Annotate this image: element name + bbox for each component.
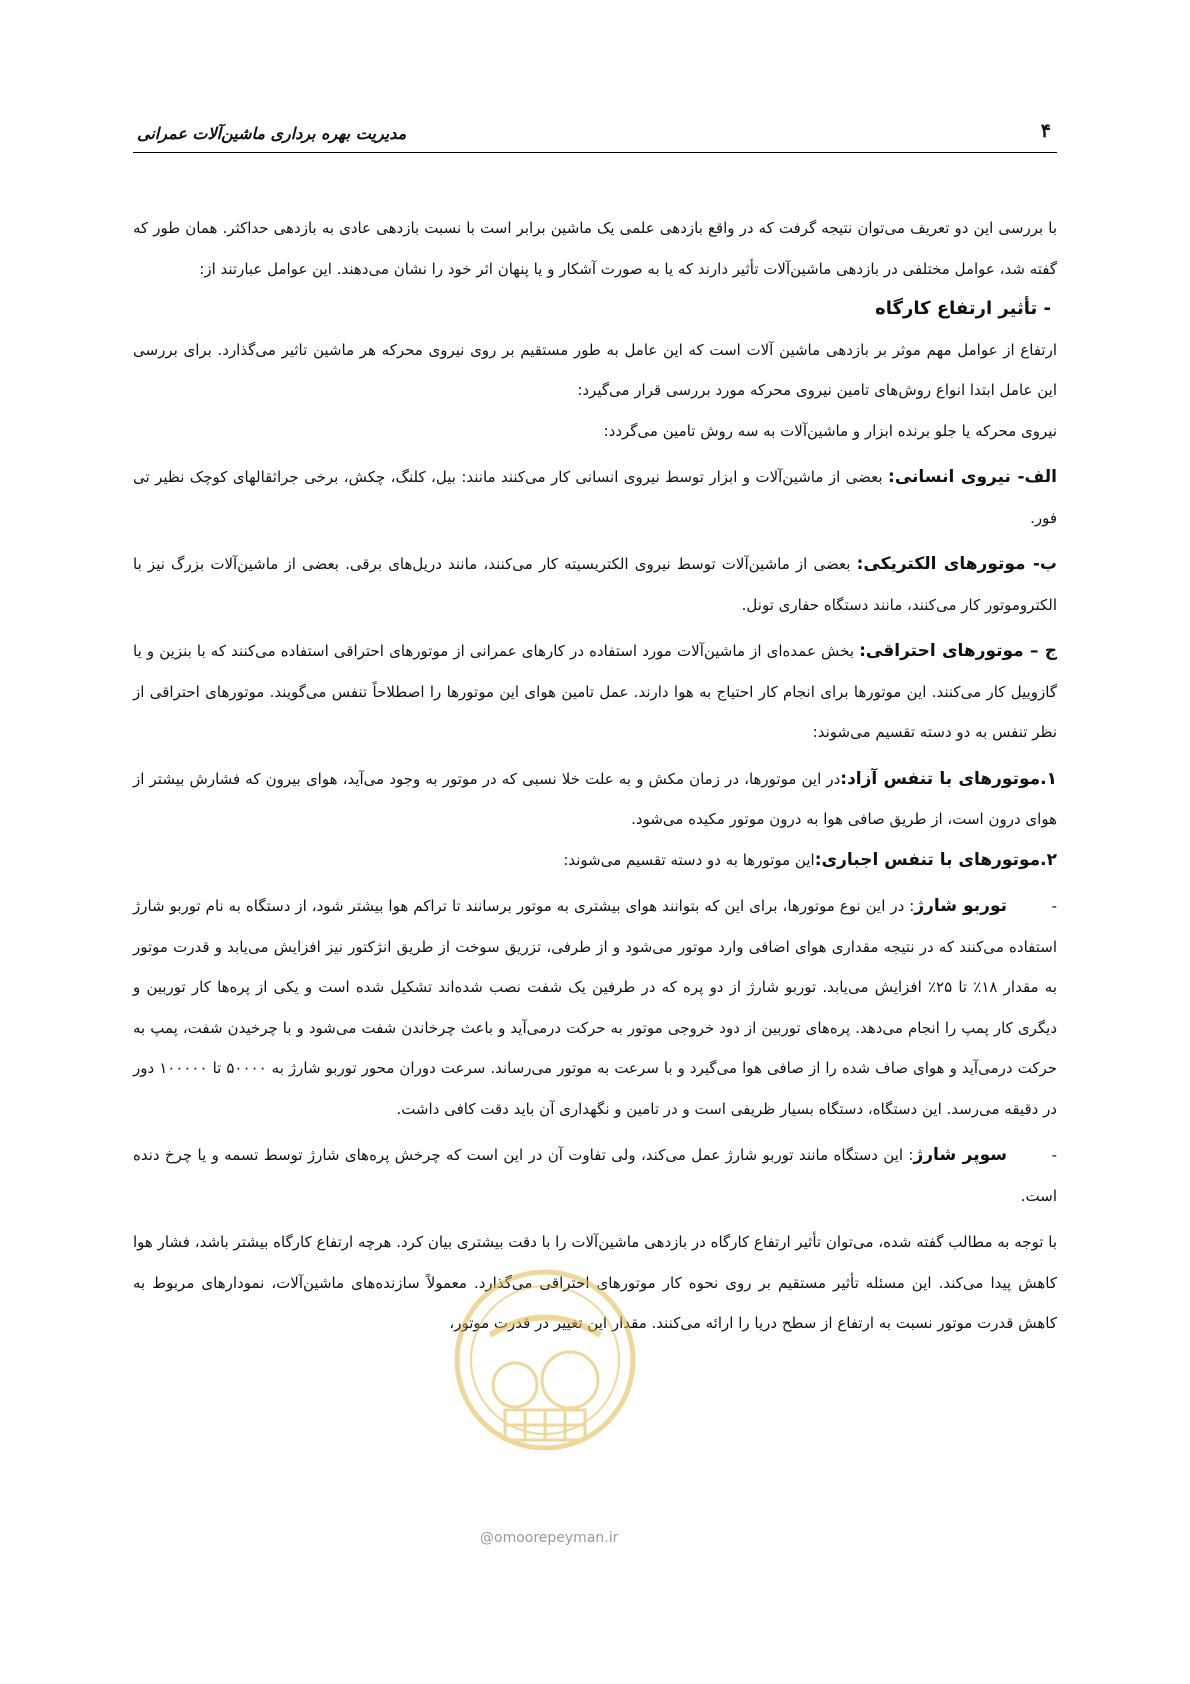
paragraph-natural-aspiration: ۱.موتورهای با تنفس آزاد:در این موتورها، در زمان مکش و به علت خلا نسبی که در موتور به وجود می‌آید، هوای بیرون که فشارش بیشتر از هوای درون است، از طریق صافی هوا به درون موتور مکیده می‌شود. — [133, 768, 1057, 828]
lead-term: سوپر شارژ — [913, 1145, 1007, 1165]
paragraph: ارتفاع از عوامل مهم موثر بر بازدهی ماشین آلات است که این عامل به طور مستقیم بر روی نیروی محرکه هر ماشین تاثیر می‌گذارد. برای بررسی این عامل ابتدا انواع روش‌های تامین نیروی محرکه مورد بررسی قرار می‌گیرد: — [133, 340, 1057, 399]
paragraph: نیروی محرکه یا جلو برنده ابزار و ماشین‌آلات به سه روش تامین می‌گردد: — [603, 421, 1057, 440]
section-heading: - تأثیر ارتفاع کارگاه — [875, 298, 1051, 319]
dash-bullet: - — [1051, 897, 1058, 915]
paragraph-intro: با بررسی این دو تعریف می‌توان نتیجه گرفت که در واقع بازدهی علمی یک ماشین برابر است با نسبت بازدهی عادی به بازدهی حداکثر. همان طور که گفته شد، عوامل مختلفی در بازدهی ماشین‌آلات تأثیر دارند که یا به صورت آشکار و یا پنهان اثر خود را نشان می‌دهند. این عوامل عبارتند از: — [133, 219, 1057, 278]
watermark-url: @omoorepeyman.ir — [480, 1530, 619, 1546]
paragraph-human-power: الف- نیروی انسانی: بعضی از ماشین‌آلات و ابزار توسط نیروی انسانی کار می‌کنند مانند: بیل، کلنگ، چکش، برخی جراثقالهای کوچک نظیر تی فور. — [133, 467, 1057, 527]
lead-term: ۲.موتورهای با تنفس اجباری: — [814, 849, 1057, 870]
lead-term: ب- موتورهای الکتریکی: — [856, 554, 1057, 574]
paragraph-supercharger: -سوپر شارژ: این دستگاه مانند توربو شارژ عمل می‌کند، ولی تفاوت آن در این است که چرخش پره‌های شارژ توسط تسمه و یا چرخ دنده است. — [133, 1135, 1057, 1216]
body-text — [133, 208, 1057, 1344]
paragraph-forced-aspiration: ۲.موتورهای با تنفس اجباری:این موتورها به دو دسته تقسیم می‌شوند: — [563, 849, 1057, 870]
dash-bullet: - — [1051, 1146, 1057, 1164]
lead-term: توربو شارژ — [914, 896, 1008, 916]
page-header — [133, 118, 1057, 153]
lead-term: ۱.موتورهای با تنفس آزاد: — [840, 768, 1057, 789]
page-number: ۴ — [1040, 120, 1051, 142]
paragraph-turbocharger: -توربو شارژ: در این نوع موتورها، برای این که بتوانند هوای بیشتری به موتور برسانند تا تراکم هوا بیشتر شود، از دستگاه به نام توربو شارژ استفاده می‌کنند که در نتیجه مقداری هوای اضافی وارد موتور می‌شود و از طرفی، تزریق سوخت از طریق انژکتور نیز افزایش می‌یابد و قدرت موتور به مقدار ۱۸٪ تا ۲۵٪ افزایش می‌یابد. توربو شارژ از دو پره که در طرفین یک شفت نصب شده‌اند تشکیل شده است و یکی از پره‌ها کار توربین و دیگری کار پمپ را انجام می‌دهد. پره‌های توربین از دود خروجی موتور به حرکت درمی‌آید و باعث چرخاندن شفت می‌شود و با چرخیدن شفت، پمپ به حرکت درمی‌آید و هوای صاف شده را از صافی هوا می‌گیرد و با سرعت به موتور می‌رساند. سرعت دوران محور توربو شارژ به ۵۰۰۰۰ تا ۱۰۰۰۰۰ دور در دقیقه می‌رسد. این دستگاه، دستگاه بسیار ظریفی است و در تامین و نگهداری آن باید دقت کافی داشت. — [133, 886, 1057, 1129]
paragraph-electric-motors: ب- موتورهای الکتریکی: بعضی از ماشین‌آلات توسط نیروی الکتریسیته کار می‌کنند، مانند دریل‌های برقی. بعضی از ماشین‌آلات بزرگ نیز با الکتروموتور کار می‌کنند، مانند دستگاه حفاری تونل. — [133, 554, 1057, 614]
paragraph-conclusion: با توجه به مطالب گفته شده، می‌توان تأثیر ارتفاع کارگاه در بازدهی ماشین‌آلات را با دقت بیشتری بیان کرد. هرچه ارتفاع کارگاه بیشتر باشد، فشار هوا کاهش پیدا می‌کند. این مسئله تأثیر مستقیم بر روی نحوه کار موتورهای احتراقی می‌گذارد. معمولاً سازنده‌های ماشین‌آلات، نمودارهای مربوط به کاهش قدرت موتور نسبت به ارتفاع از سطح دریا را ارائه می‌کنند. مقدار این تغییر در قدرت موتور، — [133, 1233, 1057, 1332]
paragraph-combustion-engines: ج – موتورهای احتراقی: بخش عمده‌ای از ماشین‌آلات مورد استفاده در کارهای عمرانی از موتورهای احتراقی استفاده می‌کنند که با بنزین و یا گازوییل کار می‌کنند. این موتورها برای انجام کار احتیاج به هوا دارند. عمل تامین هوای این موتورها را اصطلاحاً تنفس می‌گویند. موتورهای احتراقی از نظر تنفس به دو دسته تقسیم می‌شوند: — [133, 641, 1057, 741]
watermark-logo — [445, 1265, 645, 1475]
lead-term: الف- نیروی انسانی: — [888, 467, 1057, 487]
running-title: مدیریت بهره برداری ماشین‌آلات عمرانی — [137, 124, 407, 143]
lead-term: ج – موتورهای احتراقی: — [859, 641, 1057, 661]
